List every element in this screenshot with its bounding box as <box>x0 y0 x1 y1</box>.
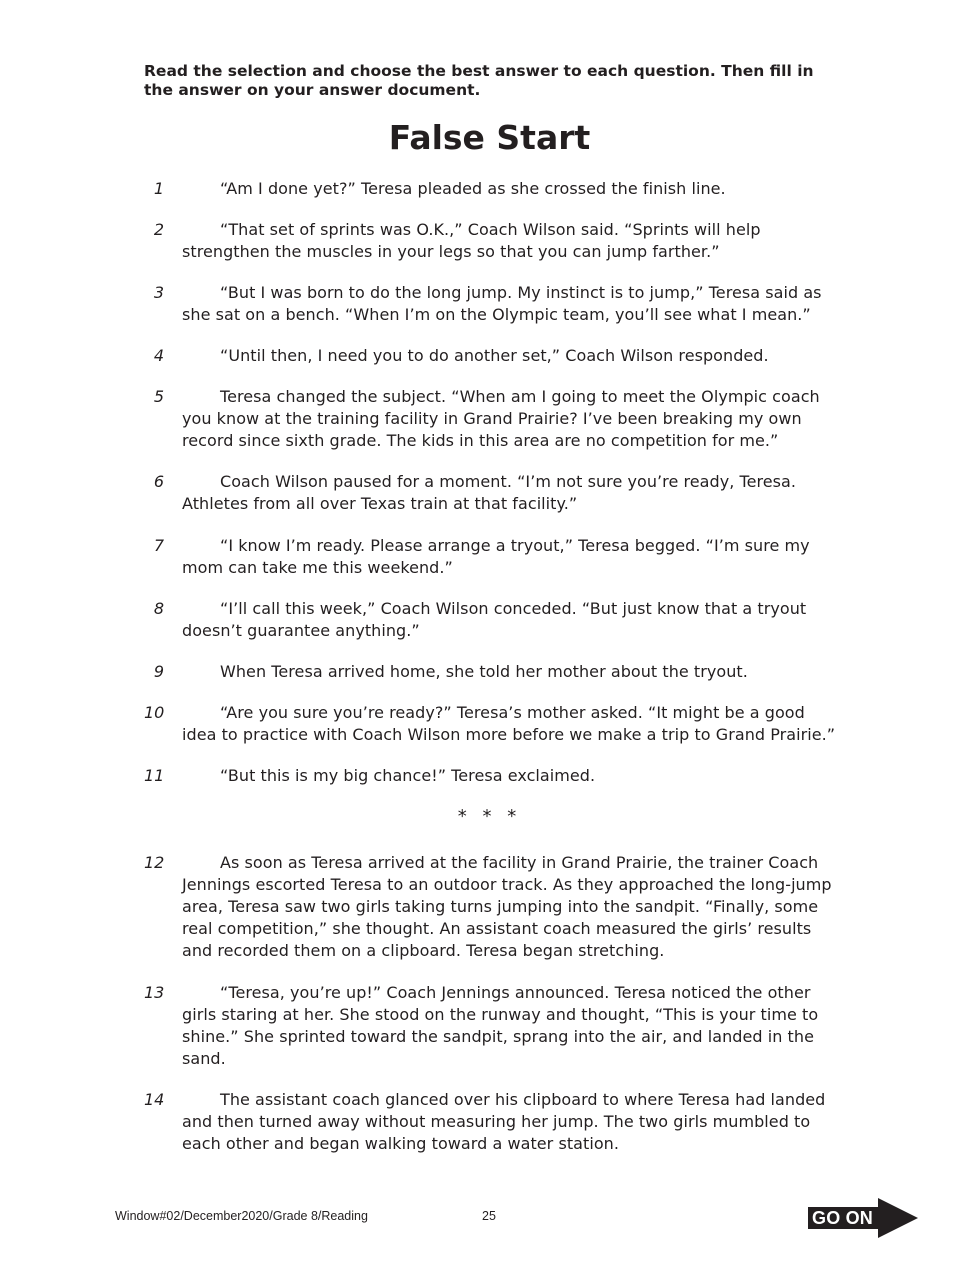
paragraph-text: Teresa changed the subject. “When am I going to meet the Olympic coach you know at the training facility in Grand Prairie? I’ve been breaking my own record since sixth grade. The kids in this area are no competition for me.” <box>182 387 820 450</box>
paragraph-text: “But this is my big chance!” Teresa exclaimed. <box>220 766 596 785</box>
paragraph-text: Coach Wilson paused for a moment. “I’m not sure you’re ready, Teresa. Athletes from all over Texas train at that facility.” <box>182 472 797 513</box>
paragraph-number: 7 <box>153 536 164 555</box>
paragraph-12 <box>144 852 840 962</box>
paragraph-number: 4 <box>153 346 164 365</box>
paragraph-8 <box>153 598 840 642</box>
paragraph-1 <box>153 178 840 200</box>
paragraph-text: The assistant coach glanced over his clipboard to where Teresa had landed and then turned away without measuring her jump. The two girls mumbled to each other and began walking toward a water station. <box>182 1090 826 1153</box>
passage-title: False Start <box>388 118 591 157</box>
paragraph-text: As soon as Teresa arrived at the facility in Grand Prairie, the trainer Coach Jennings escorted Teresa to an outdoor track. As they approached the long-jump area, Teresa saw two girls taking turns jumping into the sandpit. “Finally, some real competition,” she thought. An assistant coach measured the girls’ results and recorded them on a clipboard. Teresa began stretching. <box>182 853 832 960</box>
instructions: Read the selection and choose the best answer to each question. Then fill in the answer on your answer document. <box>144 62 814 99</box>
paragraph-number: 8 <box>153 599 164 618</box>
paragraph-text: “Until then, I need you to do another set,” Coach Wilson responded. <box>220 346 769 365</box>
paragraph-10 <box>144 702 840 746</box>
paragraph-number: 6 <box>153 472 164 491</box>
paragraph-13 <box>144 982 840 1070</box>
paragraph-text: “I know I’m ready. Please arrange a tryout,” Teresa begged. “I’m sure my mom can take me this weekend.” <box>182 536 810 577</box>
paragraph-text: “Are you sure you’re ready?” Teresa’s mother asked. “It might be a good idea to practice with Coach Wilson more before we make a trip to Grand Prairie.” <box>182 703 836 744</box>
paragraph-5 <box>153 386 840 452</box>
paragraph-number: 10 <box>144 703 165 722</box>
section-break: * * * <box>457 806 522 827</box>
paragraph-number: 3 <box>153 283 164 302</box>
paragraph-number: 11 <box>144 766 165 785</box>
paragraph-9 <box>153 661 840 683</box>
paragraph-text: “I’ll call this week,” Coach Wilson conceded. “But just know that a tryout doesn’t guarantee anything.” <box>182 599 807 640</box>
go-on-label: GO ON <box>812 1208 874 1228</box>
paragraph-number: 13 <box>144 983 165 1002</box>
paragraph-number: 9 <box>153 662 164 681</box>
paragraph-number: 2 <box>153 220 164 239</box>
paragraph-4 <box>153 345 840 367</box>
paragraph-text: When Teresa arrived home, she told her mother about the tryout. <box>220 662 748 681</box>
arrow-right-icon <box>878 1198 918 1238</box>
paragraph-6 <box>153 471 840 515</box>
paragraph-number: 5 <box>153 387 164 406</box>
paragraph-11 <box>144 765 840 787</box>
paragraph-3 <box>153 282 840 326</box>
paragraph-2 <box>153 219 840 263</box>
paragraph-number: 12 <box>144 853 165 872</box>
page-number: 25 <box>482 1209 496 1223</box>
paragraph-7 <box>153 535 840 579</box>
paragraph-text: “Am I done yet?” Teresa pleaded as she crossed the finish line. <box>220 179 726 198</box>
paragraph-text: “That set of sprints was O.K.,” Coach Wilson said. “Sprints will help strengthen the muscles in your legs so that you can jump farther.” <box>182 220 761 261</box>
paragraph-text: “Teresa, you’re up!” Coach Jennings announced. Teresa noticed the other girls staring at her. She stood on the runway and thought, “This is your time to shine.” She sprinted toward the sandpit, sprang into the air, and landed in the sand. <box>182 983 819 1068</box>
paragraph-number: 14 <box>144 1090 165 1109</box>
paragraph-14 <box>144 1089 840 1155</box>
paragraph-number: 1 <box>153 179 164 198</box>
go-on-indicator <box>808 1198 920 1238</box>
paragraph-text: “But I was born to do the long jump. My instinct is to jump,” Teresa said as she sat on a bench. “When I’m on the Olympic team, you’ll see what I mean.” <box>182 283 822 324</box>
footer-document-id: Window#02/December2020/Grade 8/Reading <box>115 1209 368 1223</box>
